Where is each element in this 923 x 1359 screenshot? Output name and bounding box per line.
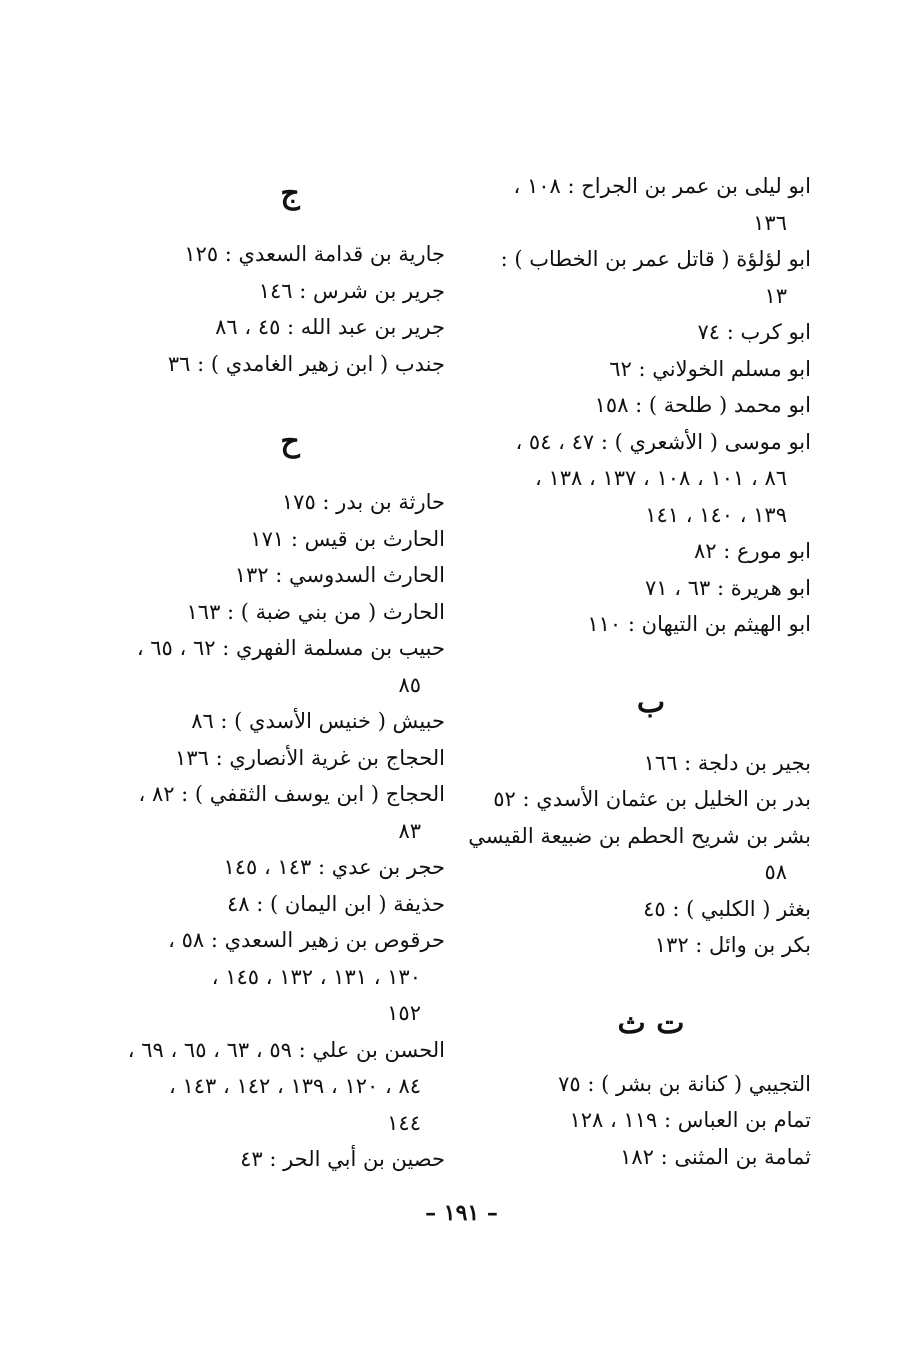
index-entry: الحارث بن قيس : ١٧١ [250, 526, 445, 551]
index-section-jim [135, 168, 445, 382]
section-heading: ح [280, 424, 300, 459]
page-number: – ١٩١ – [425, 1200, 498, 1226]
index-entry-continuation: ١٣٩ ، ١٤٠ ، ١٤١ [645, 502, 787, 527]
index-entry-continuation: ٨٦ ، ١٠١ ، ١٠٨ ، ١٣٧ ، ١٣٨ ، [535, 466, 787, 490]
index-entry: جندب ( ابن زهير الغامدي ) : ٣٦ [167, 351, 445, 376]
index-entry: الحجاج ( ابن يوسف الثقفي ) : ٨٢ ، [138, 782, 445, 806]
index-entry: ابو الهيثم بن التيهان : ١١٠ [587, 612, 811, 636]
index-section-ha [127, 416, 445, 1178]
index-entry-continuation: ١٥٢ [387, 1001, 421, 1025]
index-entry: بشر بن شريح الحطم بن ضبيعة القيسي [468, 823, 811, 848]
index-entry-continuation: ١٤٤ [387, 1110, 421, 1135]
index-entry: الحسن بن علي : ٥٩ ، ٦٣ ، ٦٥ ، ٦٩ ، [127, 1037, 445, 1062]
index-entry: ابو كرب : ٧٤ [697, 320, 811, 344]
entry-list [491, 1066, 811, 1176]
index-entry: حصين بن أبي الحر : ٤٣ [240, 1147, 445, 1171]
index-entry: بغثر ( الكلبي ) : ٤٥ [643, 896, 811, 921]
index-entry: بدر بن الخليل بن عثمان الأسدي : ٥٢ [493, 787, 811, 811]
index-entry: ابو لؤلؤة ( قاتل عمر بن الخطاب ) : [500, 247, 811, 271]
index-entry: حبيب بن مسلمة الفهري : ٦٢ ، ٦٥ ، [136, 636, 445, 660]
index-entry: بكر بن وائل : ١٣٢ [654, 933, 811, 957]
index-section [491, 168, 811, 643]
index-entry: ثمامة بن المثنى : ١٨٢ [620, 1144, 811, 1169]
index-entry-continuation: ٨٤ ، ١٢٠ ، ١٣٩ ، ١٤٢ ، ١٤٣ ، [169, 1074, 421, 1098]
entry-list [491, 168, 811, 643]
index-entry-continuation: ١٣٠ ، ١٣١ ، ١٣٢ ، ١٤٥ ، [211, 964, 421, 989]
index-entry: جرير بن شرس : ١٤٦ [258, 278, 445, 303]
section-heading: ب [636, 684, 666, 720]
index-entry-continuation: ٨٣ [398, 818, 421, 843]
index-entry: ابو ليلى بن عمر بن الجراح : ١٠٨ ، [513, 174, 811, 198]
index-column-right [468, 168, 811, 1209]
entry-list [135, 236, 445, 382]
index-entry: الحارث ( من بني ضبة ) : ١٦٣ [186, 599, 445, 624]
index-entry: حبيش ( خنيس الأسدي ) : ٨٦ [191, 709, 445, 733]
section-heading: ت ث [617, 1005, 685, 1041]
index-section-ba [468, 677, 811, 964]
index-entry: ابو موسى ( الأشعري ) : ٤٧ ، ٥٤ ، [515, 429, 811, 454]
index-entry-continuation: ١٣٦ [753, 210, 787, 235]
index-entry-continuation: ١٣ [764, 283, 787, 308]
index-entry: تمام بن العباس : ١١٩ ، ١٢٨ [569, 1108, 811, 1132]
index-entry: جرير بن عبد الله : ٤٥ ، ٨٦ [215, 315, 445, 339]
section-heading: ج [280, 176, 300, 211]
index-entry: بجير بن دلجة : ١٦٦ [643, 750, 811, 775]
index-entry-continuation: ٥٨ [764, 860, 787, 884]
index-entry: جارية بن قدامة السعدي : ١٢٥ [184, 242, 445, 266]
index-entry: ابو مورع : ٨٢ [694, 539, 811, 563]
index-entry: حرقوص بن زهير السعدي : ٥٨ ، [168, 928, 445, 952]
index-entry: التجيبي ( كنانة بن بشر ) : ٧٥ [558, 1071, 811, 1096]
index-entry: ابو مسلم الخولاني : ٦٢ [609, 356, 811, 381]
index-entry: حذيفة ( ابن اليمان ) : ٤٨ [226, 891, 445, 916]
index-entry: الحجاج بن غرية الأنصاري : ١٣٦ [175, 745, 445, 770]
index-column-left [127, 168, 445, 1212]
index-section-ta-tha [491, 998, 811, 1176]
index-entry: حارثة بن بدر : ١٧٥ [281, 490, 445, 514]
entry-list [468, 745, 811, 964]
index-entry: حجر بن عدي : ١٤٣ ، ١٤٥ [223, 855, 445, 879]
index-entry: ابو محمد ( طلحة ) : ١٥٨ [594, 393, 811, 417]
index-entry: ابو هريرة : ٦٣ ، ٧١ [645, 575, 811, 600]
index-entry-continuation: ٨٥ [398, 672, 421, 697]
index-entry: الحارث السدوسي : ١٣٢ [234, 563, 445, 587]
entry-list [127, 484, 445, 1178]
